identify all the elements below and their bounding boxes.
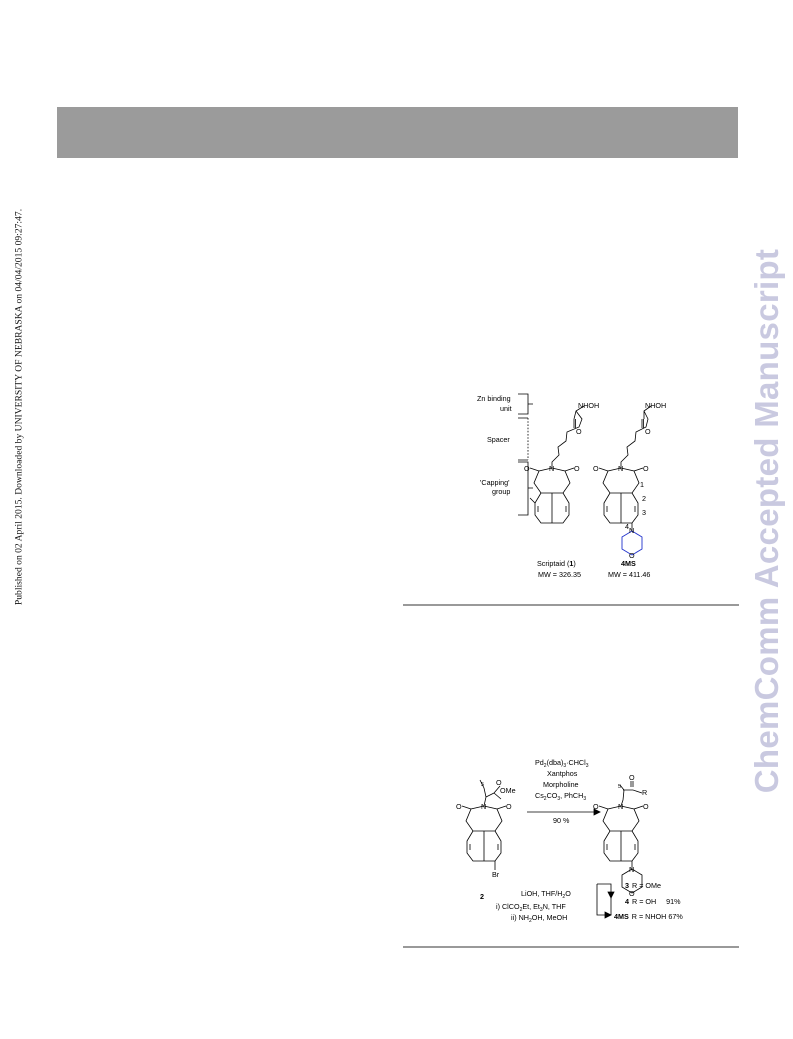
m1-n: N	[549, 464, 555, 473]
label-zn-binding: Zn binding	[477, 394, 511, 403]
label-capping: 'Capping'	[480, 478, 510, 487]
m2-o-top: O	[645, 427, 651, 436]
m2-pos1: 1	[640, 480, 644, 489]
m2-pos4: 4	[625, 522, 629, 531]
4ms-label: 4MS	[621, 559, 636, 568]
p-o-left: O	[593, 802, 599, 811]
label-group: group	[492, 487, 511, 496]
p-morph-o: O	[629, 889, 635, 898]
compound-2-label: 2	[480, 892, 484, 901]
reagent-catalyst: $Pd_2(dba)_3\cdot CHCl_3$	[535, 758, 589, 769]
step-nh2oh: ii) $NH_2OH$, MeOH	[511, 913, 568, 924]
step-lioh: LiOH, THF/$H_2O$	[521, 889, 571, 900]
c2-five: 5	[481, 782, 485, 788]
c2-ome: OMe	[500, 786, 516, 795]
compound-4-label: 4 R = OH 91%	[625, 897, 681, 906]
p-morph-n: N	[629, 865, 635, 874]
m1-o-left: O	[524, 464, 530, 473]
c2-o-right: O	[506, 802, 512, 811]
label-spacer: Spacer	[487, 435, 510, 444]
m2-n: N	[618, 464, 624, 473]
m1-o-top: O	[576, 427, 582, 436]
m1-o-right: O	[574, 464, 580, 473]
m2-o-left: O	[593, 464, 599, 473]
step-clco2et: i) ClCO$_2$Et, $Et_3N$, THF	[496, 902, 566, 913]
reagent-base: $Cs_2CO_3$, PhCH$_3$	[535, 791, 587, 802]
m2-pos3: 3	[642, 508, 646, 517]
c2-o-left: O	[456, 802, 462, 811]
m2-morph-o: O	[629, 551, 635, 560]
scheme-1-divider	[403, 946, 739, 948]
c2-n: N	[481, 802, 487, 811]
p-five: 5	[618, 784, 622, 790]
m2-morph-n: N	[629, 526, 635, 535]
watermark-text: ChemComm Accepted Manuscript	[748, 248, 785, 793]
m2-pos2: 2	[642, 494, 646, 503]
reaction-yield: 90 %	[553, 816, 570, 825]
compound-3-label: 3 R = OMe	[625, 881, 661, 890]
p-o-right: O	[643, 802, 649, 811]
c2-br: Br	[492, 870, 500, 879]
m1-nhoh: NHOH	[578, 401, 600, 410]
scriptaid-mw: MW = 326.35	[538, 570, 581, 579]
reagent-amine: Morpholine	[543, 780, 579, 789]
p-o: O	[629, 773, 635, 782]
label-unit: unit	[500, 404, 512, 413]
c2-o: O	[496, 778, 502, 787]
p-r: R	[642, 788, 648, 797]
compound-4ms-label: 4MS R = NHOH 67%	[614, 912, 683, 921]
reagent-ligand: Xantphos	[547, 769, 578, 778]
p-n: N	[618, 802, 624, 811]
m2-nhoh: NHOH	[645, 401, 667, 410]
side-note-text: Published on 02 April 2015. Downloaded by UNIVERSITY OF NEBRASKA on 04/04/2015 09:27:47.	[13, 208, 25, 606]
4ms-mw: MW = 411.46	[608, 570, 651, 579]
scriptaid-label: Scriptaid (1)	[537, 559, 576, 568]
m2-o-right: O	[643, 464, 649, 473]
